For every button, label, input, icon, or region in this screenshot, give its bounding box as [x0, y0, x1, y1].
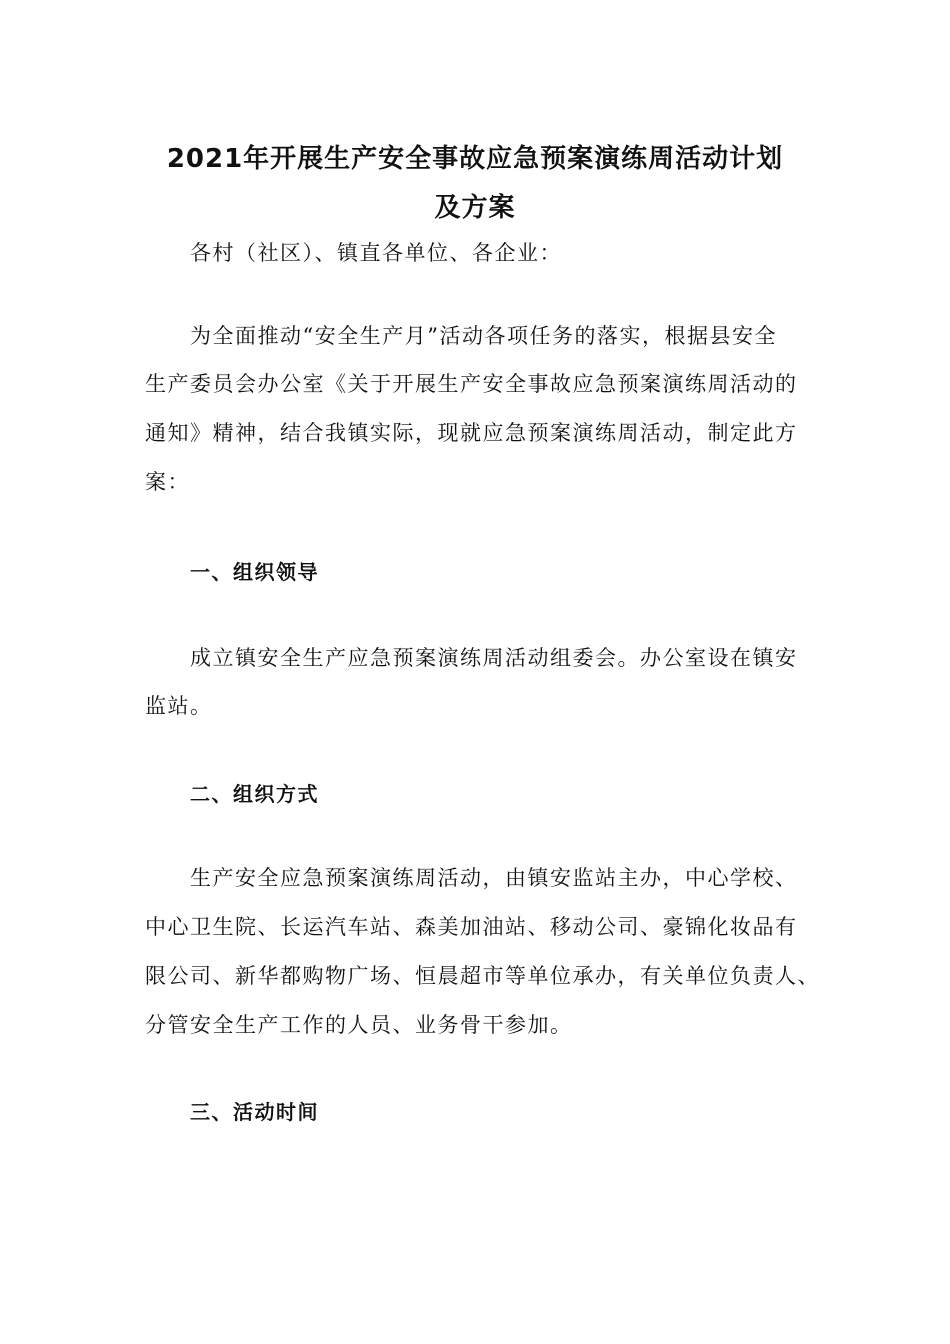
document-title-line-1: 2021年开展生产安全事故应急预案演练周活动计划: [166, 144, 784, 174]
section2-line-4: 分管安全生产工作的人员、业务骨干参加。: [145, 1013, 573, 1037]
section1-line-1: 成立镇安全生产应急预案演练周活动组委会。办公室设在镇安: [190, 646, 798, 670]
section2-line-2: 中心卫生院、长运汽车站、森美加油站、移动公司、豪锦化妆品有: [145, 915, 798, 939]
intro-line-2: 生产委员会办公室《关于开展生产安全事故应急预案演练周活动的: [145, 372, 798, 396]
intro-line-4: 案：: [145, 470, 190, 494]
intro-line-3: 通知》精神，结合我镇实际，现就应急预案演练周活动，制定此方: [145, 421, 798, 445]
intro-line-1: 为全面推动“安全生产月”活动各项任务的落实，根据县安全: [190, 324, 777, 348]
section1-line-2: 监站。: [145, 694, 213, 718]
section2-line-3: 限公司、新华都购物广场、恒晨超市等单位承办，有关单位负责人、: [145, 964, 820, 988]
section-heading-organization: 一、组织领导: [190, 560, 319, 584]
section2-line-1: 生产安全应急预案演练周活动，由镇安监站主办，中心学校、: [190, 866, 798, 890]
salutation: 各村（社区）、镇直各单位、各企业：: [190, 241, 562, 265]
section-heading-time: 三、活动时间: [190, 1100, 319, 1124]
document-title-line-2: 及方案: [434, 193, 516, 223]
section-heading-method: 二、组织方式: [190, 782, 319, 806]
